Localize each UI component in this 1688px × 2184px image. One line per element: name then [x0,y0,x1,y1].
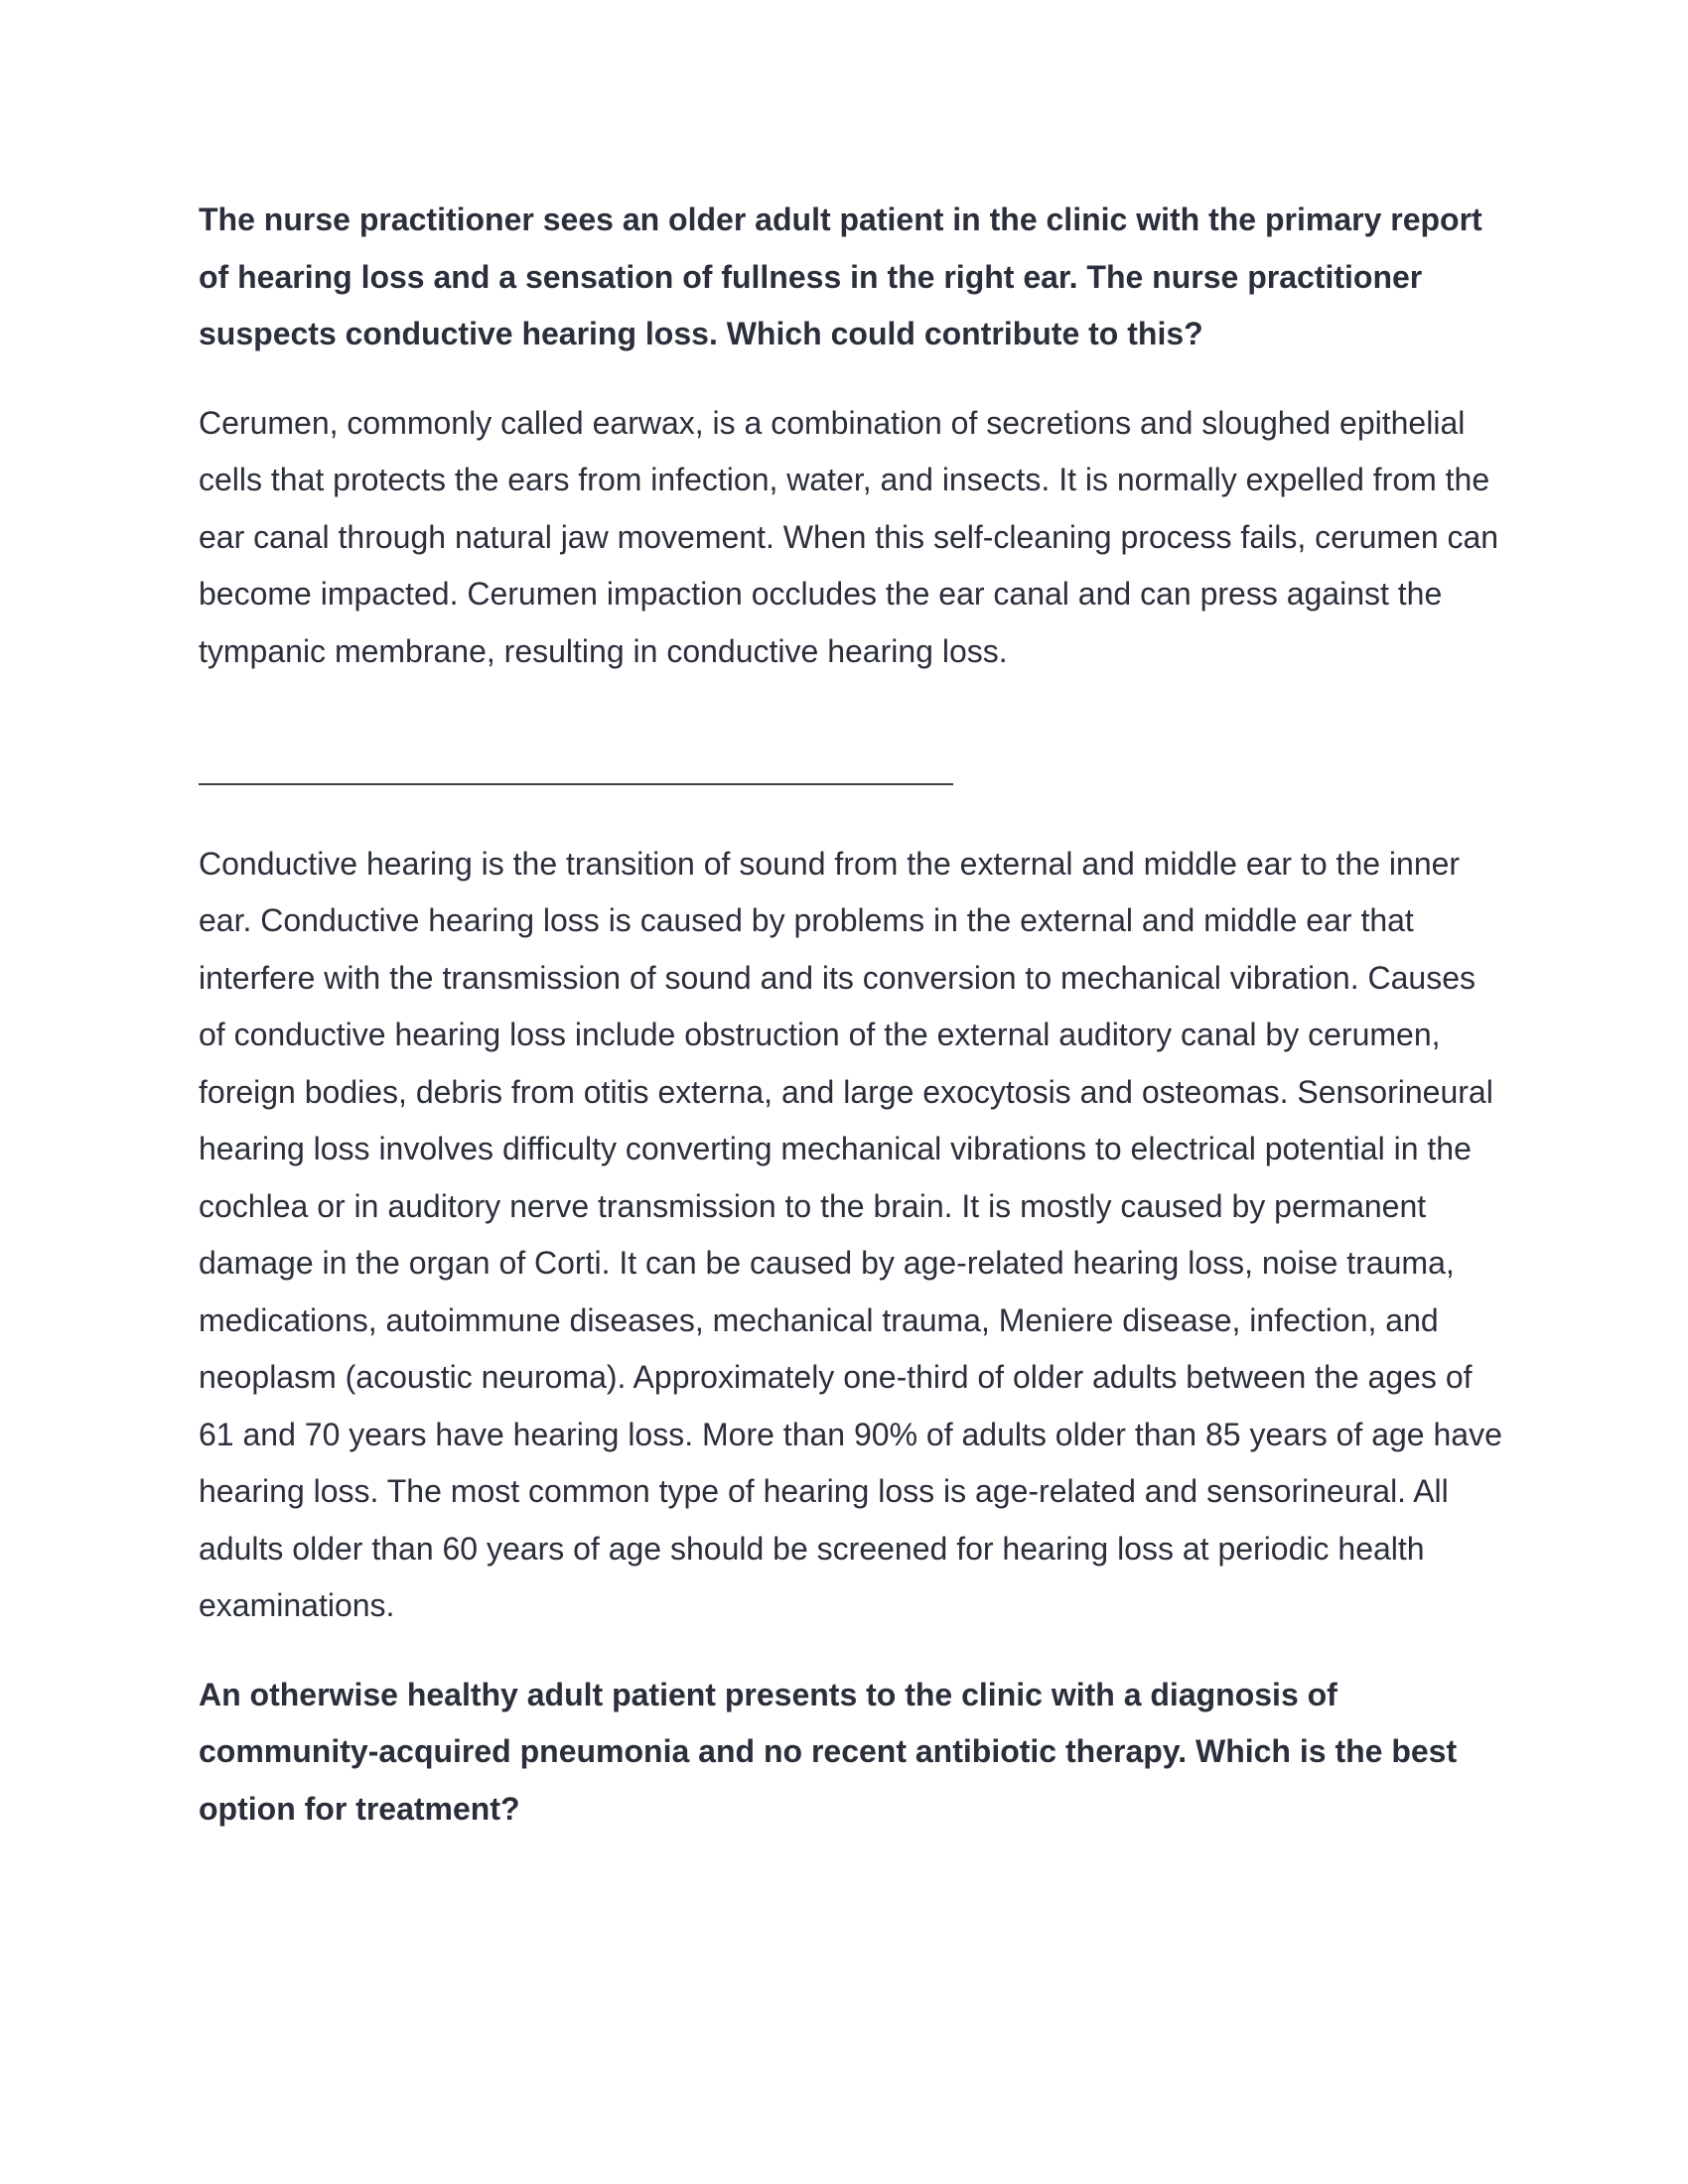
question-1: The nurse practitioner sees an older adult patient in the clinic with the primary report of hearing loss and a sensation of fullness in the right ear. The nurse practitioner suspects conductive hearing loss. Which could contribute to this? [199,202,1482,351]
divider-line [199,783,953,785]
spacer [199,1635,1509,1667]
question-2: An otherwise healthy adult patient presents to the clinic with a diagnosis of community-acquired pneumonia and no recent antibiotic therapy. Which is the best option for treatment? [199,1676,1458,1827]
spacer [199,363,1509,395]
section-divider [199,740,1509,797]
document-page [199,192,1509,1838]
explanation-paragraph: Conductive hearing is the transition of sound from the external and middle ear to the inner ear. Conductive hearing loss is caused by problems in the external and middle ear that interfere with the transmission of sound and its conversion to mechanical vibration. Causes of conductive hearing loss include obstruction of the external auditory canal by cerumen, foreign bodies, debris from otitis externa, and large exocytosis and osteomas. Sensorineural hearing loss involves difficulty converting mechanical vibrations to electrical potential in the cochlea or in auditory nerve transmission to the brain. It is mostly caused by permanent damage in the organ of Corti. It can be caused by age-related hearing loss, noise trauma, medications, autoimmune diseases, mechanical trauma, Meniere disease, infection, and neoplasm (acoustic neuroma). Approximately one-third of older adults between the ages of 61 and 70 years have hearing loss. More than 90% of adults older than 85 years of age have hearing loss. The most common type of hearing loss is age-related and sensorineural. All adults older than 60 years of age should be screened for hearing loss at periodic health examinations. [199,845,1502,1623]
spacer [199,797,1509,836]
answer-paragraph: Cerumen, commonly called earwax, is a combination of secretions and sloughed epithelial cells that protects the ears from infection, water, and insects. It is normally expelled from the ear canal through natural jaw movement. When this self-cleaning process fails, cerumen can become impacted. Cerumen impaction occludes the ear canal and can press against the tympanic membrane, resulting in conductive hearing loss. [199,404,1499,669]
spacer [199,680,1509,740]
